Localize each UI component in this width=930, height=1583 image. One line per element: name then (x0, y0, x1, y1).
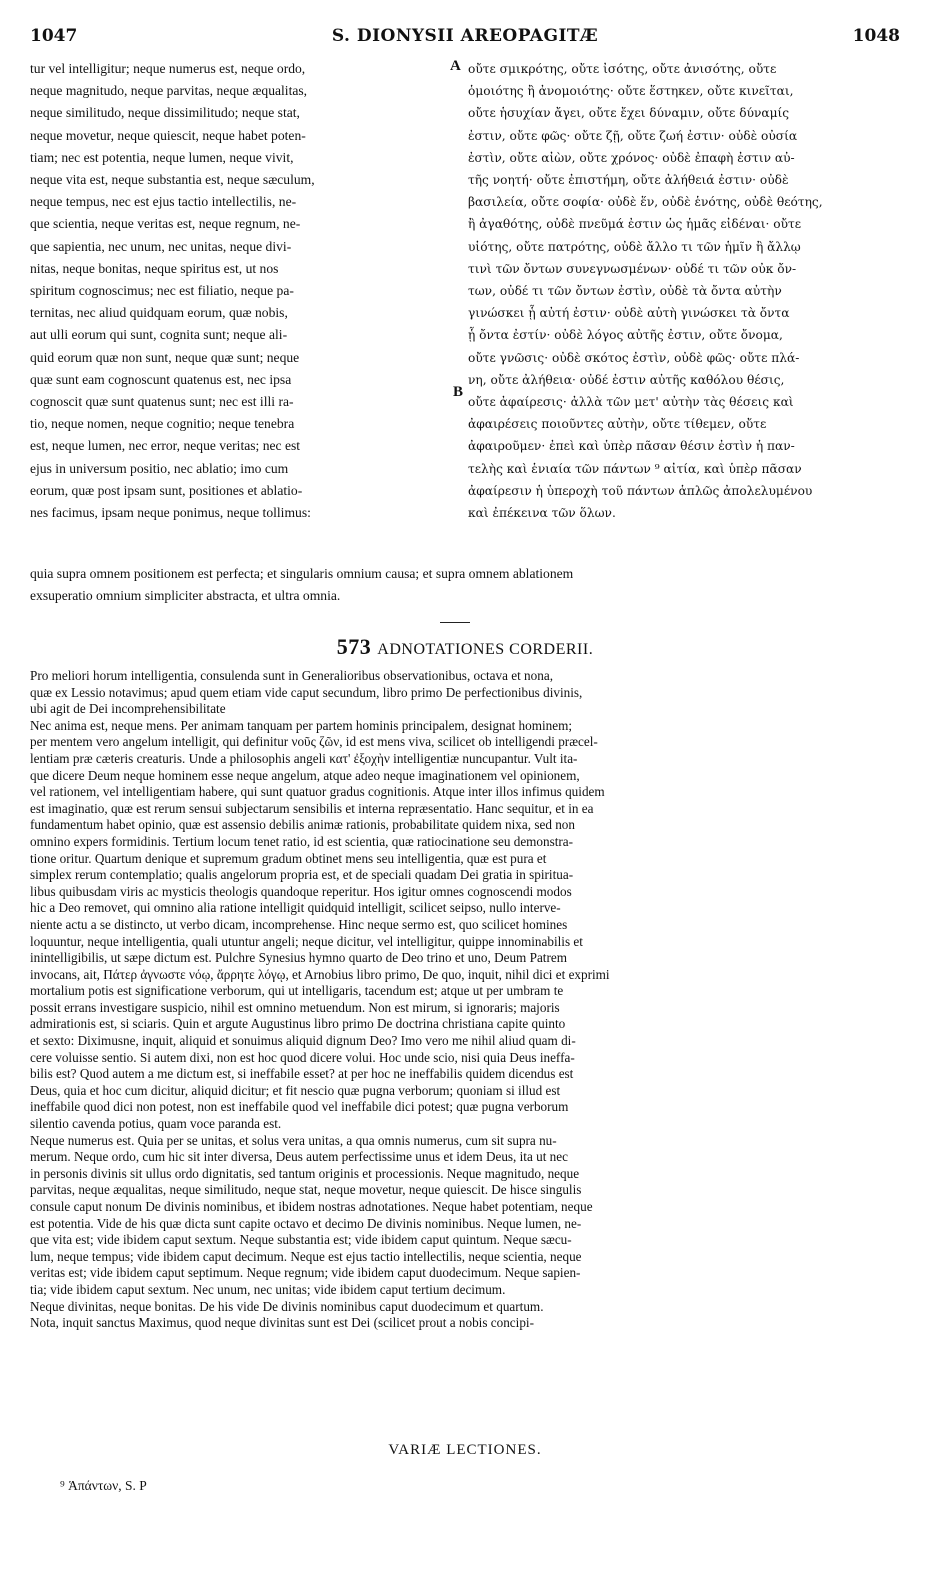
latin-line: que sapientia, nec unum, nec unitas, neque divi- (30, 238, 292, 254)
greek-line: υἱότης, οὔτε πατρότης, οὐδὲ ἄλλο τι τῶν ἡμῖν ἢ ἄλλῳ (468, 239, 801, 254)
note-line: veritas est; vide ibidem caput septimum. Neque regnum; vide ibidem caput duodecimum. Neque sapien- (30, 1265, 581, 1281)
greek-line: οὔτε ἀφαίρεσις· ἀλλὰ τῶν μετ' αὐτὴν τὰς θέσεις καὶ (468, 395, 794, 410)
latin-line: neque magnitudo, neque parvitas, neque æqualitas, (30, 83, 308, 99)
note-line: vel rationem, vel intelligentiam habere, qui sunt quatuor gradus cognitionis. Atque inter illos infimus quidem (30, 784, 605, 800)
greek-line: βασιλεία, οὔτε σοφία· οὐδὲ ἕν, οὐδὲ ἑνότης, οὐδὲ θεότης, (468, 195, 823, 210)
notes-heading (0, 634, 930, 660)
greek-line: των, οὐδέ τι τῶν ὄντων ἐστὶν, οὐδὲ τὰ ὄντα αὐτὴν (468, 284, 782, 299)
note-line: est potentia. Vide de his quæ dicta sunt capite octavo et decimo De divinis nominibus. Neque lumen, ne- (30, 1215, 582, 1231)
parallel-text (30, 58, 905, 558)
greek-line: τῆς νοητή· οὔτε ἐπιστήμη, οὔτε ἀλήθειά ἐστιν· οὐδὲ (468, 173, 789, 188)
notes-body (30, 668, 900, 1332)
latin-line: nes facimus, ipsam neque ponimus, neque tollimus: (30, 505, 311, 521)
column-marker-b: B (453, 384, 464, 400)
page-header (30, 26, 900, 50)
latin-line: eorum, quæ post ipsam sunt, positiones et ablatio- (30, 482, 303, 498)
latin-line: ejus in universum positio, nec ablatio; imo cum (30, 460, 289, 476)
note-line: parvitas, neque æqualitas, neque similitudo, neque stat, neque movetur, neque quiescit. De hisce singulis (30, 1182, 582, 1198)
footnote: ⁹ Ἁπάντων, S. P (60, 1478, 147, 1493)
latin-line: est, neque lumen, nec error, neque veritas; nec est (30, 438, 301, 454)
greek-line: ἀφαίρεσιν ἡ ὑπεροχὴ τοῦ πάντων ἁπλῶς ἀπολελυμένου (468, 483, 813, 498)
note-line: invocans, ait, Πάτερ ἀγνωστε νόῳ, ἄρρητε λόγῳ, et Arnobius libro primo, De quo, inquit, nihil dici et exprimi (30, 966, 610, 982)
latin-line: neque similitudo, neque dissimilitudo; neque stat, (30, 105, 300, 121)
note-line: ineffabile quod dici non potest, non est ineffabile quod vel ineffabile dici potest; quæ pugna verborum (30, 1099, 569, 1115)
latin-line: neque tempus, nec est ejus tactio intellectilis, ne- (30, 194, 297, 210)
latin-line: spiritum cognoscimus; nec est filiatio, neque pa- (30, 283, 294, 299)
note-line: que vita est; vide ibidem caput sextum. Neque substantia est; vide ibidem caput quintum. Neque sæcu- (30, 1232, 572, 1248)
note-line: loquuntur, neque intelligentia, quali utuntur angeli; neque dicitur, vel intelligitur, quippe innominabilis et (30, 933, 583, 949)
note-line: merum. Neque ordo, cum hic sit inter diversa, Deus autem perfectissime unus et idem Deus, ita ut nec (30, 1149, 568, 1165)
note-line: et sexto: Diximusne, inquit, aliquid et sonuimus aliquid dignum Deo? Imo vero me nihil aliud quam di- (30, 1033, 576, 1049)
note-line: hic a Deo removet, qui omnino alia ratione intelligit quidquid intelligit, scilicet seipso, nullo interve- (30, 900, 561, 916)
greek-line: τελὴς καὶ ἑνιαία τῶν πάντων ⁹ αἰτία, καὶ ὑπὲρ πᾶσαν (468, 461, 802, 476)
latin-line: quid eorum quæ non sunt, neque quæ sunt; neque (30, 349, 300, 365)
note-line: fundamentum habet opinio, quæ est assensio debilis animæ rationis, probabilitate quidem nixa, sed non (30, 817, 575, 833)
greek-line: ἢ ἀγαθότης, οὐδὲ πνεῦμά ἐστιν ὡς ἡμᾶς εἰδέναι· οὔτε (468, 217, 802, 232)
greek-line: ᾗ ὄντα ἐστίν· οὐδὲ λόγος αὐτῆς ἐστιν, οὔτε ὄνομα, (468, 328, 783, 343)
note-line: tione oritur. Quartum denique et supremum gradum obtinet mens seu intelligentia, quæ est pura et (30, 850, 547, 866)
greek-line: οὔτε σμικρότης, οὔτε ἰσότης, οὔτε ἀνισότης, οὔτε (468, 62, 777, 76)
note-line: que dicere Deum neque hominem esse neque angelum, atque adeo neque imaginationem vel opinionem, (30, 767, 580, 783)
greek-line: γινώσκει ᾗ αὐτή ἐστιν· οὐδὲ αὐτὴ γινώσκει τὰ ὄντα (468, 306, 790, 321)
latin-line: nitas, neque bonitas, neque spiritus est, ut nos (30, 260, 279, 276)
greek-line: καὶ ἐπέκεινα τῶν ὅλων. (468, 506, 616, 521)
note-line: Nota, inquit sanctus Maximus, quod neque divinitas sunt est Dei (scilicet prout a nobis concipi- (30, 1315, 534, 1331)
latin-line: tur vel intelligitur; neque numerus est, neque ordo, (30, 61, 306, 76)
note-line: possit errans investigare suspicio, nihil est omnino metuendum. Non est mirum, si ignoraris; majoris (30, 999, 560, 1015)
note-line: admirationis est, si sciaris. Quin et argute Augustinus libro primo De doctrina christiana capite quinto (30, 1016, 566, 1032)
running-title: S. DIONYSII AREOPAGITÆ (331, 26, 599, 46)
note-line: lum, neque tempus; vide ibidem caput decimum. Neque est ejus tactio intellectilis, neque scientia, neque (30, 1248, 582, 1264)
notes-title: ADNOTATIONES CORDERII. (377, 641, 594, 658)
note-line: Nec anima est, neque mens. Per animam tanquam per partem hominis principalem, designat hominem; (30, 717, 573, 733)
note-line: libus quibusdam viris ac mysticis theologis quandoque reperitur. Hos igitur omnes cognoscendi modos (30, 883, 572, 899)
note-line: tia; vide ibidem caput sextum. Nec unum, nec unitas; vide ibidem caput tertium decimum. (30, 1281, 506, 1297)
latin-line: cognoscit quæ sunt quatenus sunt; nec est illi ra- (30, 394, 294, 410)
latin-line: tio, neque nomen, neque cognitio; neque tenebra (30, 416, 295, 432)
note-line: consule caput nonum De divinis nominibus, et ibidem nostras adnotationes. Neque habet potentiam, neque (30, 1199, 593, 1214)
latin-line: neque movetur, neque quiescit, neque habet poten- (30, 127, 306, 143)
note-line: cere voluisse sentio. Si autem dixi, non est hoc quod dicere volui. Hoc unde scio, nisi quia Deus ineffa- (30, 1049, 575, 1065)
note-line: mortalium potis est significatione verborum, qui ut intelligaris, tacendum est; atque ut per umbram te (30, 983, 564, 999)
greek-column (468, 58, 908, 524)
note-line: quæ ex Lessio notavimus; apud quem etiam vide caput secundum, libro primo De perfectionibus divinis, (30, 684, 583, 700)
latin-continuation (30, 563, 905, 607)
note-line: lentiam præ cæteris creaturis. Unde a philosophis angeli κατ' ἐξοχὴν intelligentiæ nuncupantur. Vult ita- (30, 750, 578, 766)
note-line: Neque numerus est. Quia per se unitas, et solus vera unitas, a qua omnis numerus, cum sit supra nu- (30, 1132, 557, 1148)
note-line: niente actu a se distincto, ut verbo dicam, incomprehense. Hinc neque sermo est, quo scilicet homines (30, 916, 568, 932)
greek-line: τινὶ τῶν ὄντων συνεγνωσμένων· οὐδέ τι τῶν οὐκ ὄν- (468, 261, 797, 276)
latin-line: ternitas, nec aliud quidquam eorum, quæ nobis, (30, 305, 288, 321)
section-divider (440, 622, 470, 623)
variae-lectiones-heading: VARIÆ LECTIONES. (388, 1442, 542, 1458)
latin-line: quæ sunt eam cognoscunt quatenus est, nec ipsa (30, 371, 292, 387)
note-line: Deus, quia et hoc cum dicitur, aliquid dicitur; et fit nescio quæ pugna verborum; quoniam si illud est (30, 1082, 561, 1098)
greek-line: ἀφαιροῦμεν· ἐπεὶ καὶ ὑπὲρ πᾶσαν θέσιν ἐστὶν ἡ παν- (468, 439, 795, 454)
column-marker-a: A (450, 58, 461, 74)
greek-line: οὔτε γνῶσις· οὐδὲ σκότος ἐστὶν, οὐδὲ φῶς· οὔτε πλά- (468, 350, 800, 365)
greek-line: ἐστὶν, οὔτε αἰὼν, οὔτε χρόνος· οὐδὲ ἐπαφὴ ἐστιν αὐ- (468, 150, 795, 165)
note-line: omnino expers formidinis. Tertium locum tenet ratio, id est scientia, quæ ratiocinatione seu demonstra- (30, 833, 574, 849)
note-line: silentio cavenda potius, quam voce paranda est. (30, 1116, 282, 1132)
notes-number: 573 (336, 634, 372, 659)
left-page-number: 1047 (30, 26, 78, 46)
note-line: in personis divinis sit ullus ordo dignitatis, sed tantum originis et processionis. Neque magnitudo, neque (30, 1165, 580, 1181)
latin-line: aut ulli eorum qui sunt, cognita sunt; neque ali- (30, 327, 288, 343)
continuation-line: quia supra omnem positionem est perfecta; et singularis omnium causa; et supra omnem ablationem (30, 566, 574, 581)
note-line: ubi agit de Dei incomprehensibilitate (30, 701, 226, 717)
note-line: Neque divinitas, neque bonitas. De his vide De divinis nominibus caput duodecimum et quartum. (30, 1298, 544, 1314)
latin-line: neque vita est, neque substantia est, neque sæculum, (30, 172, 315, 188)
latin-column (30, 58, 445, 524)
note-line: est imaginatio, quæ est rerum sensui subjectarum sensibilis et interna repræsentatio. Hanc sequitur, et in ea (30, 800, 594, 816)
continuation-line: exsuperatio omnium simpliciter abstracta, et ultra omnia. (30, 588, 341, 603)
greek-line: ἐστιν, οὔτε φῶς· οὔτε ζῇ, οὔτε ζωή ἐστιν· οὐδὲ οὐσία (468, 128, 798, 143)
note-line: per mentem vero angelum intelligit, qui definitur νοῦς ζῶν, id est mens viva, scilicet ob intelligendi præcel- (30, 734, 598, 750)
note-line: Pro meliori horum intelligentia, consulenda sunt in Generalioribus observationibus, octava et nona, (30, 668, 553, 683)
greek-line: ὁμοιότης ἢ ἀνομοιότης· οὔτε ἕστηκεν, οὔτε κινεῖται, (468, 84, 794, 99)
note-line: bilis est? Quod autem a me dictum est, si ineffabile esset? at per hoc ne ineffabilis quidem dicendus est (30, 1066, 574, 1082)
note-line: inintelligibilis, ut sæpe dictum est. Pulchre Synesius hymno quarto de Deo trino et uno, Deum Patrem (30, 950, 567, 966)
latin-line: que scientia, neque veritas est, neque regnum, ne- (30, 216, 301, 232)
greek-line: ἀφαιρέσεις ποιοῦντες αὐτὴν, οὔτε τίθεμεν, οὔτε (468, 417, 767, 432)
note-line: simplex rerum contemplatio; qualis angelorum propria est, et de speciali quadam Dei gratia in spiritua- (30, 867, 574, 883)
latin-line: tiam; nec est potentia, neque lumen, neque vivit, (30, 149, 294, 165)
greek-line: οὔτε ἡσυχίαν ἄγει, οὔτε ἔχει δύναμιν, οὔτε δύναμίς (468, 106, 790, 121)
greek-line: νη, οὔτε ἀλήθεια· οὐδέ ἐστιν αὐτῆς καθόλου θέσις, (468, 372, 785, 387)
right-page-number: 1048 (852, 26, 900, 46)
